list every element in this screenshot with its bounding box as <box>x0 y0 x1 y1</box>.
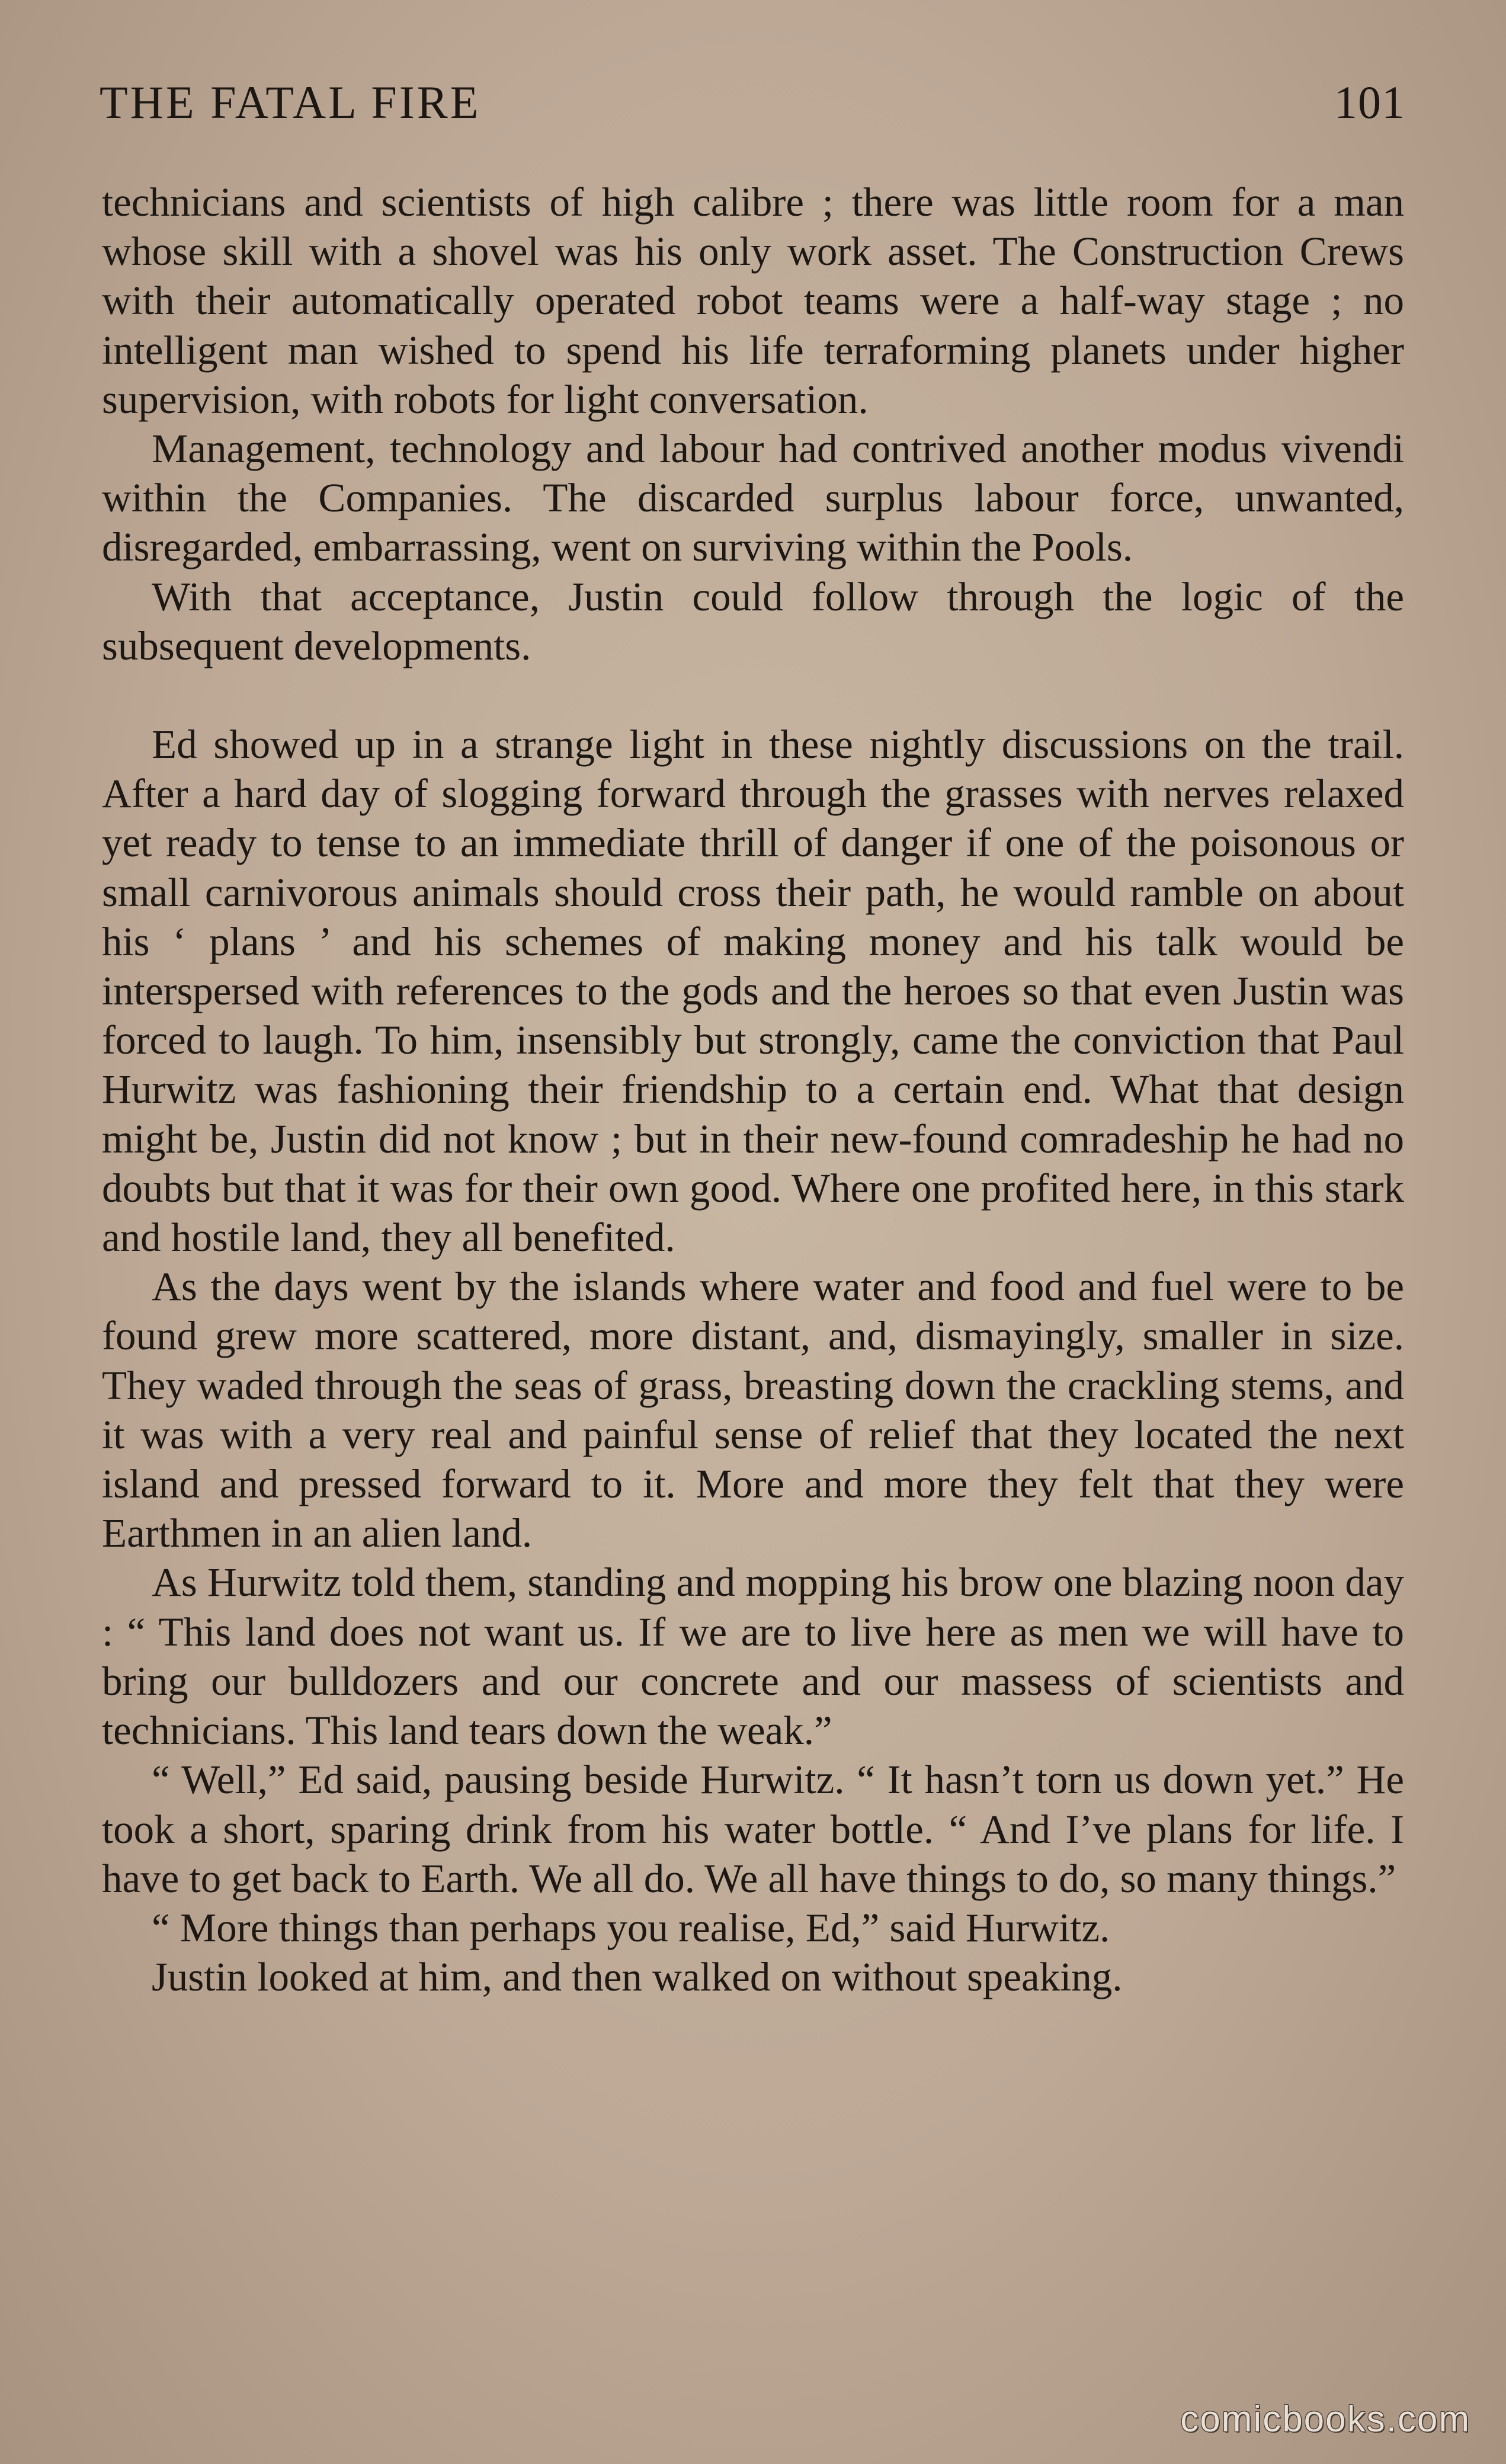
paragraph: “ More things than perhaps you realise, Ed,” said Hurwitz. <box>152 1905 1110 1950</box>
watermark: comicbooks.com <box>1180 2399 1470 2440</box>
paragraph: As Hurwitz told them, standing and mopping his brow one blazing noon day : “ This land does not want us. If we are to live here as men we will have to bring our bulldozers and our concrete and our massess of scientists and technicians. This land tears down the weak.” <box>102 1560 1404 1753</box>
paragraph: Justin looked at him, and then walked on without speaking. <box>152 1954 1123 2000</box>
paragraph: As the days went by the islands where water and food and fuel were to be found grew more scattered, more distant, and, dismayingly, smaller in size. They waded through the seas of grass, breasting down the crackling stems, and it was with a very real and painful sense of relief that they located the next island and pressed forward to it. More and more they felt that they were Earthmen in an alien land. <box>102 1264 1404 1556</box>
paragraph: Management, technology and labour had contrived another modus vivendi within the Companies. The discarded surplus labour force, unwanted, disregarded, embarrassing, went on surviving within the Pools. <box>102 426 1404 570</box>
paragraph: Ed showed up in a strange light in these nightly discussions on the trail. After a hard day of slogging forward through the grasses with nerves relaxed yet ready to tense to an immediate thrill of danger if one of the poisonous or small carnivorous animals should cross their path, he would ramble on about his ‘ plans ’ and his schemes of making money and his talk would be interspersed with references to the gods and the heroes so that even Justin was forced to laugh. To him, insensibly but strongly, came the conviction that Paul Hurwitz was fashioning their friendship to a certain end. What that design might be, Justin did not know ; but in their new-found comradeship he had no doubts but that it was for their own good. Where one profited here, in this stark and hostile land, they all benefited. <box>102 722 1404 1260</box>
paragraph: With that acceptance, Justin could follow through the logic of the subsequent developments. <box>102 574 1404 668</box>
paragraph: “ Well,” Ed said, pausing beside Hurwitz. “ It hasn’t torn us down yet.” He took a short, sparing drink from his water bottle. “ And I’ve plans for life. I have to get back to Earth. We all do. We all have things to do, so many things.” <box>102 1757 1404 1901</box>
page-header <box>100 76 1405 141</box>
section-break <box>102 671 1404 720</box>
running-title: THE FATAL FIRE <box>100 76 481 128</box>
paragraph-continuation: technicians and scientists of high calibre ; there was little room for a man whose skill with a shovel was his only work asset. The Construction Crews with their automatically operated robot teams were a half-way stage ; no intelligent man wished to spend his life terraforming planets under higher supervision, with robots for light conversation. <box>102 180 1404 422</box>
body-text <box>102 178 1404 2002</box>
page-number: 101 <box>1334 76 1405 128</box>
